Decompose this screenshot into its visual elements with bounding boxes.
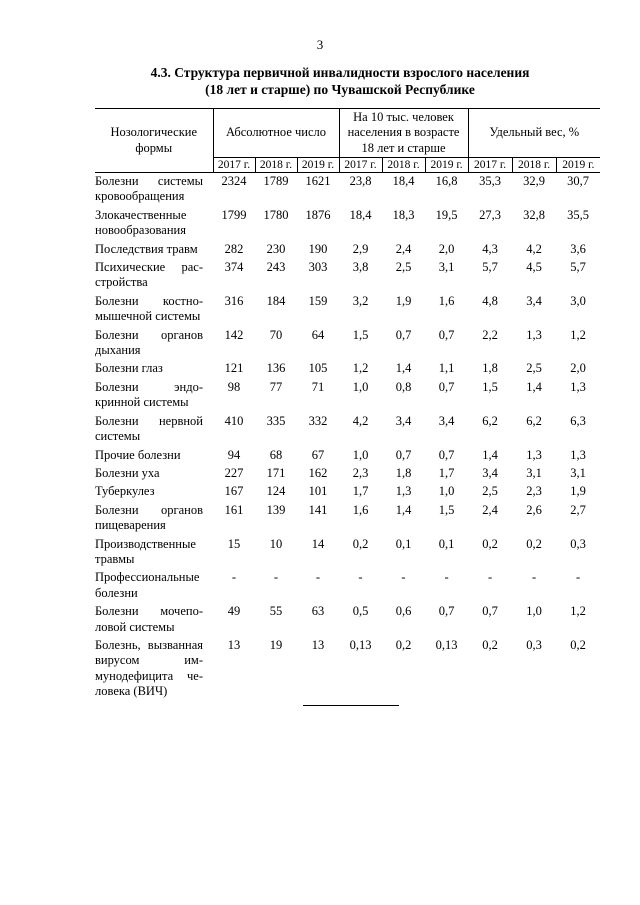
value-cell: 159 <box>308 293 328 308</box>
value-cell: 136 <box>266 361 286 376</box>
table-row <box>95 207 600 241</box>
value-cell: 1,8 <box>395 465 412 480</box>
value-cell: 1,9 <box>570 484 586 499</box>
header-per-10k: На 10 тыс. человек населения в возрасте 18 лет и старше <box>339 109 468 158</box>
value-cell: 1,7 <box>438 465 455 480</box>
value-cell: 35,3 <box>479 174 501 188</box>
value-cell: 68 <box>269 447 283 462</box>
value-cell: - <box>401 570 406 585</box>
value-cell: 19,5 <box>435 207 458 222</box>
value-cell: 0,7 <box>395 447 412 462</box>
value-cell: 3,8 <box>352 260 369 275</box>
value-cell: 6,3 <box>570 413 586 428</box>
value-cell: 161 <box>224 502 244 517</box>
value-cell: 18,3 <box>392 207 415 222</box>
value-cell: 0,3 <box>570 536 586 551</box>
page-title <box>100 64 580 98</box>
value-cell: 2,5 <box>482 484 498 499</box>
value-cell: 19 <box>269 637 283 652</box>
header-share-percent: Удельный вес, % <box>468 109 600 158</box>
table-row <box>95 637 600 702</box>
value-cell: 70 <box>269 327 283 342</box>
value-cell: 2,0 <box>438 241 455 256</box>
disease-name-cell: Болезни костно-мышечной системы <box>95 293 203 324</box>
value-cell: 2,3 <box>526 484 542 499</box>
value-cell: 98 <box>227 379 241 394</box>
value-cell: 2,4 <box>395 241 412 256</box>
value-cell: 10 <box>269 536 283 551</box>
value-cell: 1,6 <box>438 293 455 308</box>
disease-name-cell: Последствия травм <box>95 241 198 256</box>
table-row <box>95 259 600 293</box>
value-cell: 1,1 <box>438 361 455 376</box>
table-row <box>95 603 600 637</box>
value-cell: 0,2 <box>482 637 498 652</box>
value-cell: 32,9 <box>523 174 545 188</box>
value-cell: 282 <box>224 241 244 256</box>
value-cell: 0,5 <box>352 604 369 619</box>
value-cell: 3,1 <box>526 465 542 480</box>
value-cell: 2,7 <box>570 502 586 517</box>
value-cell: 0,3 <box>526 637 542 652</box>
table-row <box>95 569 600 603</box>
year-header: 2017 г. <box>468 158 512 173</box>
value-cell: 335 <box>266 413 286 428</box>
value-cell: 3,6 <box>570 241 586 256</box>
disease-name-cell: Туберкулез <box>95 484 155 499</box>
disease-name-cell: Прочие болезни <box>95 447 181 462</box>
value-cell: 0,13 <box>349 637 372 652</box>
value-cell: 1,0 <box>352 447 369 462</box>
value-cell: 16,8 <box>435 174 458 188</box>
value-cell: 139 <box>266 502 286 517</box>
value-cell: 2,5 <box>395 260 412 275</box>
value-cell: 141 <box>308 502 328 517</box>
value-cell: 1,3 <box>526 447 542 462</box>
value-cell: 1,4 <box>482 447 498 462</box>
value-cell: 0,2 <box>395 637 412 652</box>
disease-name-cell: Болезни нервной системы <box>95 413 203 444</box>
value-cell: 4,3 <box>482 241 498 256</box>
value-cell: 23,8 <box>349 174 372 188</box>
value-cell: 1799 <box>221 207 247 222</box>
value-cell: 32,8 <box>523 207 545 222</box>
value-cell: 1780 <box>263 207 289 222</box>
table-row <box>95 360 600 378</box>
value-cell: 101 <box>308 484 328 499</box>
value-cell: - <box>358 570 363 585</box>
value-cell: 1,5 <box>438 502 455 517</box>
value-cell: 1,6 <box>352 502 369 517</box>
value-cell: 15 <box>227 536 241 551</box>
value-cell: 3,4 <box>526 293 542 308</box>
year-header: 2018 г. <box>512 158 556 173</box>
value-cell: 0,2 <box>526 536 542 551</box>
disease-name-cell: Болезни органов пищеварения <box>95 502 203 533</box>
value-cell: 121 <box>224 361 244 376</box>
header-nosological-forms: Нозологические формы <box>95 109 213 173</box>
value-cell: 0,1 <box>438 536 455 551</box>
value-cell: 1,2 <box>570 604 586 619</box>
value-cell: 0,8 <box>395 379 412 394</box>
value-cell: 2,0 <box>570 361 586 376</box>
table-row <box>95 327 600 361</box>
disease-name-cell: Производственные травмы <box>95 536 196 566</box>
value-cell: 1,2 <box>570 327 586 342</box>
value-cell: 63 <box>311 604 325 619</box>
value-cell: - <box>273 570 279 585</box>
value-cell: 0,13 <box>435 637 458 652</box>
value-cell: 2,9 <box>352 241 369 256</box>
table-row <box>95 465 600 483</box>
value-cell: 374 <box>224 260 244 275</box>
value-cell: 0,2 <box>482 536 498 551</box>
table-row <box>95 293 600 327</box>
value-cell: - <box>444 570 449 585</box>
value-cell: 64 <box>311 327 325 342</box>
table-row <box>95 413 600 447</box>
value-cell: 316 <box>224 293 244 308</box>
title-line-2: (18 лет и старше) по Чувашской Республике <box>205 82 475 97</box>
value-cell: 2,5 <box>526 361 542 376</box>
header-absolute-number: Абсолютное число <box>213 109 339 158</box>
value-cell: 14 <box>311 536 325 551</box>
table-row <box>95 502 600 536</box>
value-cell: 1,5 <box>482 379 498 394</box>
value-cell: 3,1 <box>438 260 455 275</box>
value-cell: 1,0 <box>438 484 455 499</box>
value-cell: 1,4 <box>395 502 412 517</box>
value-cell: 105 <box>308 361 328 376</box>
value-cell: 0,2 <box>352 536 369 551</box>
value-cell: 18,4 <box>392 174 415 188</box>
value-cell: 6,2 <box>526 413 542 428</box>
table-row <box>95 447 600 465</box>
value-cell: 5,7 <box>482 260 498 275</box>
footnote-rule <box>303 705 399 706</box>
value-cell: 230 <box>266 241 286 256</box>
value-cell: 18,4 <box>349 207 372 222</box>
value-cell: 13 <box>311 637 325 652</box>
value-cell: 1,9 <box>395 293 412 308</box>
value-cell: 142 <box>224 327 244 342</box>
value-cell: - <box>315 570 321 585</box>
disease-name-cell: Болезни органов дыхания <box>95 327 203 358</box>
value-cell: 0,6 <box>395 604 412 619</box>
disease-name-cell: Болезни уха <box>95 465 160 480</box>
value-cell: 1,5 <box>352 327 369 342</box>
year-header: 2017 г. <box>213 158 255 173</box>
value-cell: 0,2 <box>570 637 586 652</box>
value-cell: 0,7 <box>438 379 455 394</box>
value-cell: 3,2 <box>352 293 369 308</box>
value-cell: 2,3 <box>352 465 369 480</box>
table-row <box>95 379 600 413</box>
value-cell: 77 <box>269 379 283 394</box>
disease-name-cell: Болезни системы кровообращения <box>95 174 203 204</box>
value-cell: 1,4 <box>395 361 412 376</box>
page-number: 3 <box>316 37 324 52</box>
table-row <box>95 483 600 501</box>
value-cell: 2324 <box>221 174 247 188</box>
value-cell: 4,2 <box>352 413 369 428</box>
value-cell: 1,3 <box>570 379 586 394</box>
value-cell: 94 <box>227 447 241 462</box>
value-cell: 0,7 <box>482 604 498 619</box>
value-cell: 184 <box>266 293 286 308</box>
value-cell: 0,7 <box>438 327 455 342</box>
year-header: 2019 г. <box>556 158 600 173</box>
value-cell: 3,0 <box>570 293 586 308</box>
disease-name-cell: Злокачественные новообразования <box>95 207 187 238</box>
table-row <box>95 241 600 259</box>
value-cell: 2,4 <box>482 502 498 517</box>
value-cell: 4,8 <box>482 293 498 308</box>
value-cell: 410 <box>224 413 244 428</box>
value-cell: 3,4 <box>482 465 498 480</box>
value-cell: 1621 <box>305 174 331 188</box>
table-row <box>95 536 600 570</box>
value-cell: 1789 <box>263 174 289 188</box>
value-cell: 13 <box>227 637 241 652</box>
value-cell: 71 <box>311 379 325 394</box>
value-cell: 1,3 <box>395 484 412 499</box>
value-cell: 0,7 <box>438 447 455 462</box>
year-header: 2018 г. <box>382 158 425 173</box>
disease-name-cell: Болезнь, вызванная вирусом иммунодефицита человека (ВИЧ) <box>95 637 203 699</box>
year-header: 2017 г. <box>339 158 382 173</box>
value-cell: 124 <box>266 484 286 499</box>
value-cell: - <box>575 570 581 585</box>
value-cell: 303 <box>308 260 328 275</box>
value-cell: 67 <box>311 447 325 462</box>
disease-name-cell: Психические расстройства <box>95 260 203 290</box>
value-cell: 55 <box>269 604 283 619</box>
value-cell: 2,6 <box>526 502 542 517</box>
value-cell: 35,5 <box>567 207 589 222</box>
value-cell: 5,7 <box>570 260 586 275</box>
value-cell: 0,7 <box>395 327 412 342</box>
value-cell: 1,8 <box>482 361 498 376</box>
value-cell: 3,4 <box>438 413 455 428</box>
value-cell: 167 <box>224 484 244 499</box>
year-header: 2019 г. <box>425 158 468 173</box>
value-cell: 6,2 <box>482 413 498 428</box>
disease-name-cell: Болезни мочеполовой системы <box>95 604 203 634</box>
value-cell: 1876 <box>305 207 331 222</box>
value-cell: - <box>487 570 493 585</box>
value-cell: 4,2 <box>526 241 542 256</box>
value-cell: 27,3 <box>479 207 501 222</box>
disease-name-cell: Болезни глаз <box>95 361 163 376</box>
value-cell: 1,3 <box>526 327 542 342</box>
value-cell: 1,0 <box>352 379 369 394</box>
value-cell: 1,2 <box>352 361 369 376</box>
value-cell: 1,3 <box>570 447 586 462</box>
value-cell: 4,5 <box>526 260 542 275</box>
value-cell: - <box>231 570 237 585</box>
table-body <box>95 173 600 702</box>
year-header: 2018 г. <box>255 158 297 173</box>
value-cell: 2,2 <box>482 327 498 342</box>
header-row <box>95 109 600 158</box>
table-row <box>95 173 600 207</box>
value-cell: 3,4 <box>395 413 412 428</box>
disease-name-cell: Болезни эндокринной системы <box>95 379 203 410</box>
value-cell: 0,1 <box>395 536 412 551</box>
value-cell: 3,1 <box>570 465 586 480</box>
value-cell: 1,0 <box>526 604 542 619</box>
value-cell: 49 <box>227 604 241 619</box>
value-cell: 171 <box>266 465 286 480</box>
value-cell: 162 <box>308 465 328 480</box>
value-cell: 1,4 <box>526 379 542 394</box>
year-header: 2019 г. <box>297 158 339 173</box>
value-cell: - <box>531 570 537 585</box>
value-cell: 0,7 <box>438 604 455 619</box>
value-cell: 332 <box>308 413 328 428</box>
value-cell: 1,7 <box>352 484 369 499</box>
title-line-1: 4.3. Структура первичной инвалидности взрослого населения <box>150 65 530 80</box>
value-cell: 190 <box>308 241 328 256</box>
disability-structure-table <box>95 108 600 702</box>
value-cell: 243 <box>266 260 286 275</box>
value-cell: 227 <box>224 465 244 480</box>
disease-name-cell: Профессиональные болезни <box>95 570 200 600</box>
value-cell: 30,7 <box>567 174 589 188</box>
